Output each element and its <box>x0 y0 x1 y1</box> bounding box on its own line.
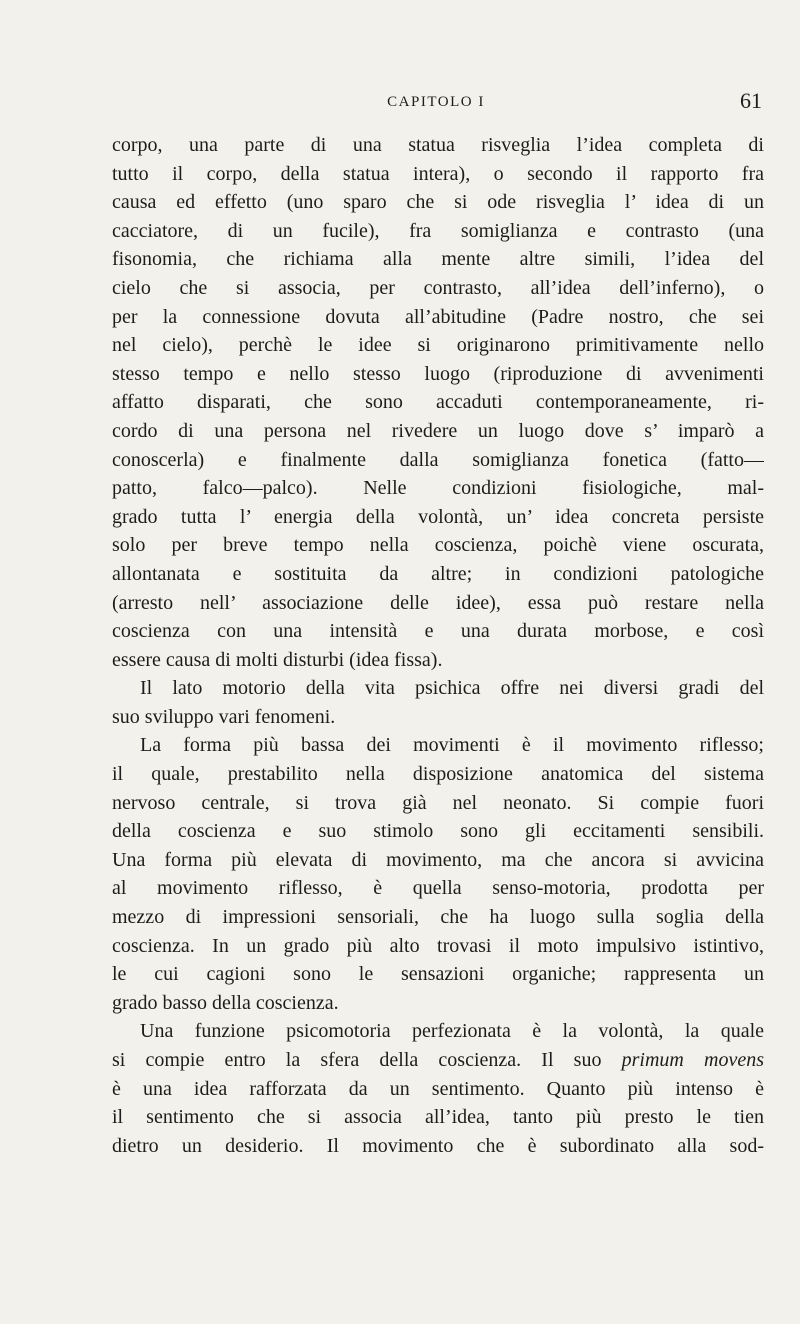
italic-phrase: primum movens <box>621 1049 764 1071</box>
text-line: fisonomia, che richiama alla mente altre simili, l’idea del <box>112 248 764 271</box>
text-line: della coscienza e suo stimolo sono gli eccitamenti sensibili. <box>112 820 764 843</box>
text-line: tutto il corpo, della statua intera), o secondo il rapporto fra <box>112 162 764 185</box>
text-line: corpo, una parte di una statua risveglia l’idea completa di <box>112 134 764 156</box>
text-line: per la connessione dovuta all’abitudine (Padre nostro, che sei <box>112 305 764 328</box>
text-line: mezzo di impressioni sensoriali, che ha luogo sulla soglia della <box>112 906 764 929</box>
text-line: al movimento riflesso, è quella senso-motoria, prodotta per <box>112 877 764 900</box>
text-line: cordo di una persona nel rivedere un luogo dove s’ imparò a <box>112 419 764 442</box>
text-line: cacciatore, di un fucile), fra somiglianza e contrasto (una <box>112 219 764 242</box>
text-line: nel cielo), perchè le idee si originarono primitivamente nello <box>112 334 764 357</box>
text-line: è una idea rafforzata da un sentimento. Quanto più intenso è <box>112 1077 764 1100</box>
text-line: patto, falco—palco). Nelle condizioni fisiologiche, mal- <box>112 477 764 500</box>
text-line: dietro un desiderio. Il movimento che è subordinato alla sod- <box>112 1134 764 1157</box>
text-line: allontanata e sostituita da altre; in condizioni patologiche <box>112 562 764 585</box>
text-line: essere causa di molti disturbi (idea fissa). <box>112 648 443 671</box>
body-text <box>112 131 764 1160</box>
text-line: Una funzione psicomotoria perfezionata è la volontà, la quale <box>140 1020 764 1043</box>
text-line: il quale, prestabilito nella disposizione anatomica del sistema <box>112 763 764 786</box>
text-line <box>112 1046 764 1075</box>
text-line: conoscerla) e finalmente dalla somiglianza fonetica (fatto— <box>112 448 764 471</box>
text-segment: si compie entro la sfera della coscienza. Il suo <box>112 1049 622 1071</box>
text-line: coscienza. In un grado più alto trovasi il moto impulsivo istintivo, <box>112 934 764 957</box>
text-line: suo sviluppo vari fenomeni. <box>112 705 336 728</box>
text-line: (arresto nell’ associazione delle idee), essa può restare nella <box>112 591 764 614</box>
page-header <box>110 90 762 124</box>
text-line: grado basso della coscienza. <box>112 991 339 1014</box>
text-line: il sentimento che si associa all’idea, tanto più presto le tien <box>112 1106 764 1129</box>
text-line: coscienza con una intensità e una durata morbose, e così <box>112 620 764 643</box>
page-number: 61 <box>740 88 762 113</box>
text-line: stesso tempo e nello stesso luogo (riproduzione di avvenimenti <box>112 362 764 385</box>
text-line: le cui cagioni sono le sensazioni organiche; rappresenta un <box>112 963 764 986</box>
text-line: causa ed effetto (uno sparo che si ode risveglia l’ idea di un <box>112 191 764 214</box>
text-line: grado tutta l’ energia della volontà, un’ idea concreta persiste <box>112 505 764 528</box>
text-line: solo per breve tempo nella coscienza, poichè viene oscurata, <box>112 534 764 557</box>
text-line: nervoso centrale, si trova già nel neonato. Si compie fuori <box>112 791 764 814</box>
text-line: Il lato motorio della vita psichica offre nei diversi gradi del <box>140 677 764 700</box>
text-line: La forma più bassa dei movimenti è il movimento riflesso; <box>140 734 764 757</box>
text-line: Una forma più elevata di movimento, ma che ancora si avvicina <box>112 848 764 871</box>
running-title: CAPITOLO I <box>387 94 485 110</box>
text-line: affatto disparati, che sono accaduti contemporaneamente, ri- <box>112 391 764 414</box>
text-line: cielo che si associa, per contrasto, all’idea dell’inferno), o <box>112 276 764 299</box>
